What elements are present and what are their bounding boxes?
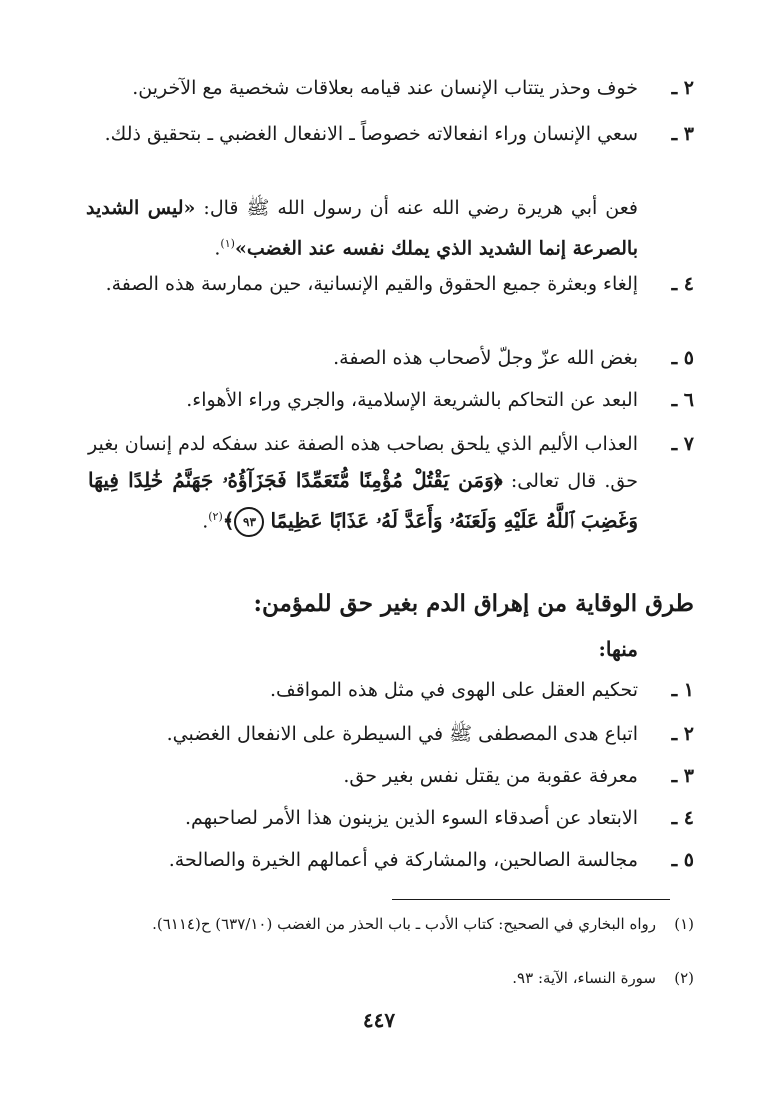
item-text: البعد عن التحاكم بالشريعة الإسلامية، والجري وراء الأهواء. <box>186 389 638 411</box>
quran-close-bracket: ﴾ <box>222 508 235 533</box>
list-item <box>88 672 694 708</box>
subheading: منها: <box>598 637 638 661</box>
list-item <box>88 842 694 878</box>
ayah-number-mark: ٩٣ <box>234 507 264 537</box>
footnote-number: (٢) <box>674 969 694 987</box>
item-number: ٥ ـ <box>671 849 694 871</box>
item-text: تحكيم العقل على الهوى في مثل هذه المواقف. <box>269 679 638 701</box>
item-text: سعي الإنسان وراء انفعالاته خصوصاً ـ الانفعال الغضبي ـ بتحقيق ذلك. <box>104 123 638 145</box>
list-item <box>88 426 694 539</box>
item-end: . <box>202 510 209 533</box>
item-number: ٧ ـ <box>671 433 694 455</box>
footnote-number: (١) <box>674 915 694 933</box>
footnote-ref: (٢) <box>208 510 223 523</box>
item-text: الابتعاد عن أصدقاء السوء الذين يزينون هذا الأمر لصاحبهم. <box>184 807 638 829</box>
hadith-end: . <box>214 237 221 260</box>
item-number: ٣ ـ <box>671 123 694 145</box>
list-item <box>88 758 694 794</box>
footnote-text: رواه البخاري في الصحيح: كتاب الأدب ـ باب الحذر من الغضب (٦٣٧/١٠) ح(٦١١٤). <box>152 915 656 933</box>
footnote <box>74 910 694 938</box>
item-text-intro: العذاب الأليم الذي يلحق بصاحب هذه الصفة عند سفكه لدم إنسان بغير حق. قال تعالى: <box>88 433 638 492</box>
page-number: ٤٤٧ <box>362 1008 396 1032</box>
item-number: ٣ ـ <box>671 765 694 787</box>
item-number: ٥ ـ <box>671 347 694 369</box>
item-text: بغض الله عزّ وجلّ لأصحاب هذه الصفة. <box>333 347 638 369</box>
list-item <box>88 266 694 302</box>
section-heading: طرق الوقاية من إهراق الدم بغير حق للمؤمن: <box>253 590 694 617</box>
item-text: مجالسة الصالحين، والمشاركة في أعمالهم الخيرة والصالحة. <box>168 849 638 871</box>
footnote-separator <box>392 899 670 900</box>
quran-verse: ﴿وَمَن يَقْتُلْ مُؤْمِنًا مُّتَعَمِّدًا فَجَزَآؤُهُۥ جَهَنَّمُ خَٰلِدًا فِيهَا وَغَضِبَ ٱللَّهُ عَلَيْهِ وَلَعَنَهُۥ وَأَعَدَّ لَهُۥ عَذَابًا عَظِيمًا <box>88 468 638 533</box>
hadith-quote: «ليس الشديد بالصرعة إنما الشديد الذي يملك نفسه عند الغضب» <box>86 197 638 260</box>
item-text: معرفة عقوبة من يقتل نفس بغير حق. <box>343 765 638 787</box>
hadith-intro: فعن أبي هريرة رضي الله عنه أن رسول الله ﷺ قال: <box>195 197 638 219</box>
item-text: إلغاء وبعثرة جميع الحقوق والقيم الإنسانية، حين ممارسة هذه الصفة. <box>105 273 638 295</box>
list-item <box>88 716 694 752</box>
item-number: ٤ ـ <box>671 273 694 295</box>
item-number: ١ ـ <box>671 679 694 701</box>
item-number: ٦ ـ <box>671 389 694 411</box>
item-text: خوف وحذر يتتاب الإنسان عند قيامه بعلاقات شخصية مع الآخرين. <box>132 77 638 99</box>
item-number: ٢ ـ <box>671 77 694 99</box>
list-item <box>88 70 694 106</box>
list-item <box>88 800 694 836</box>
footnote-text: سورة النساء، الآية: ٩٣. <box>512 969 656 987</box>
item-number: ٤ ـ <box>671 807 694 829</box>
list-item <box>88 340 694 376</box>
item-number: ٢ ـ <box>671 723 694 745</box>
list-item <box>88 116 694 152</box>
item-text: اتباع هدى المصطفى ﷺ في السيطرة على الانفعال الغضبي. <box>166 723 638 745</box>
list-item <box>88 382 694 418</box>
footnote <box>74 964 694 992</box>
item-text <box>88 426 638 539</box>
hadith-paragraph <box>86 190 638 266</box>
footnote-ref: (١) <box>220 237 235 250</box>
